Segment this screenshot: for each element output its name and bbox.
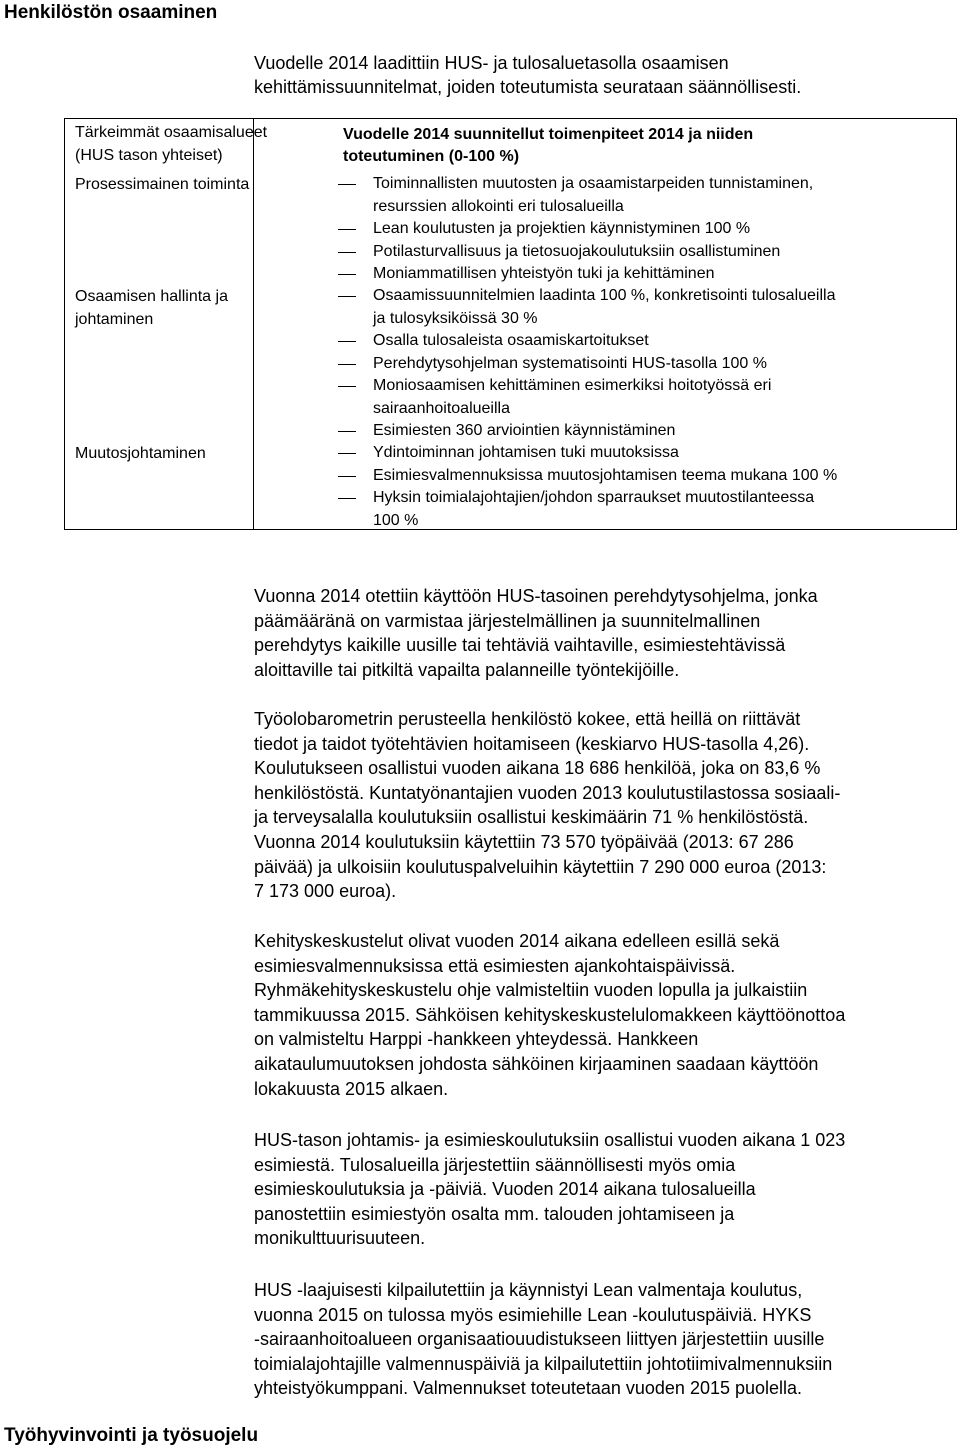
list-item-text: Moniosaamisen kehittäminen esimerkiksi hoitotyössä eri sairaanhoitoalueilla [373, 377, 772, 417]
list-item [333, 465, 953, 488]
paragraph-management-training: HUS-tason johtamis- ja esimieskoulutuksiin osallistui vuoden aikana 1 023 esimiestä. Tulosalueilla järjestettiin säännöllisesti myös omia esimieskoulutuksia ja -päiviä. Vuoden 2014 aikana tulosalueilla panostettiin esimiestyön osalta mm. talouden johtamiseen ja monikulttuurisuuteen. [254, 1130, 846, 1249]
table-right-header [343, 124, 753, 168]
list-item-text: Perehdytysohjelman systematisointi HUS-tasolla 100 % [373, 354, 767, 372]
table-left-header [75, 121, 267, 167]
table-column-divider [253, 118, 254, 530]
area-competence-management [75, 285, 228, 331]
list-item [333, 285, 953, 330]
area-process [75, 173, 249, 196]
bullet-list-process [333, 173, 953, 286]
footer-section-title: Työhyvinvointi ja työsuojelu [4, 1425, 259, 1446]
list-item-text: Esimiesvalmennuksissa muutosjohtamisen teema mukana 100 % [373, 466, 838, 484]
list-item-text: Potilasturvallisuus ja tietosuojakoulutuksiin osallistuminen [373, 242, 781, 260]
area-change-management [75, 442, 206, 465]
list-item [333, 263, 953, 286]
list-item [333, 241, 953, 264]
paragraph-orientation: Vuonna 2014 otettiin käyttöön HUS-tasoinen perehdytysohjelma, jonka päämääränä on varmistaa järjestelmällinen ja suunnitelmallinen perehdytys kaikille uusille tai tehtäviä vaihtaville, esimiestehtävissä aloittaville tai pitkiltä vapailta palanneille työntekijöille. [254, 586, 818, 680]
intro-line: kehittämissuunnitelmat, joiden toteutumista seurataan säännöllisesti. [254, 77, 802, 97]
area-line: Muutosjohtaminen [75, 445, 206, 462]
list-item-text: Moniammatillisen yhteistyön tuki ja kehittäminen [373, 265, 715, 282]
list-item-text: Esimiesten 360 arviointien käynnistäminen [373, 422, 676, 439]
list-item-text: Lean koulutusten ja projektien käynnistyminen 100 % [373, 220, 751, 237]
list-item [333, 173, 953, 218]
area-line: johtaminen [75, 311, 154, 328]
list-item [333, 353, 953, 376]
intro-line: Vuodelle 2014 laadittiin HUS- ja tulosaluetasolla osaamisen [254, 53, 729, 73]
paragraph-lean-coaching: HUS -laajuisesti kilpailutettiin ja käynnistyi Lean valmentaja koulutus, vuonna 2015 on tulossa myös esimiehille Lean -koulutuspäiviä. HYKS -sairaanhoitoalueen organisaatiouudistukseen liittyen järjestettiin uusille toimialajohtajille valmennuspäiviä ja kilpailutettiin johtotiimivalmennuksiin yhteistyökumppani. Valmennukset toteutetaan vuoden 2015 puolella. [254, 1280, 833, 1399]
list-item [333, 420, 953, 443]
dash-icon [333, 330, 373, 353]
right-header-line: toteutuminen (0-100 %) [343, 148, 520, 165]
area-line: Prosessimainen toiminta [75, 176, 250, 193]
bullet-list-change-management [333, 442, 953, 532]
dash-icon [333, 465, 373, 488]
paragraph-training: Työolobarometrin perusteella henkilöstö kokee, että heillä on riittävät tiedot ja taidot työtehtävien hoitamiseen (keskiarvo HUS-tasolla 4,26). Koulutukseen osallistui vuoden aikana 18 686 henkilöä, joka on 83,6 % henkilöstöstä. Kuntatyönantajien vuoden 2013 koulutustilastossa sosiaali- ja terveysalalla koulutuksiin osallistui keskimäärin 71 % henkilöstöstä. Vuonna 2014 koulutuksiin käytettiin 73 570 työpäivää (2013: 67 286 päivää) ja ulkoisiin koulutuspalveluihin käytettiin 7 290 000 euroa (2013: 7 173 000 euroa). [254, 709, 841, 902]
dash-icon [333, 241, 373, 264]
dash-icon [333, 353, 373, 376]
dash-icon [333, 442, 373, 465]
list-item [333, 218, 953, 241]
section-title: Henkilöstön osaaminen [4, 2, 218, 23]
list-item [333, 330, 953, 353]
dash-icon [333, 173, 373, 196]
dash-icon [333, 285, 373, 308]
list-item [333, 487, 953, 532]
list-item-text: Toiminnallisten muutosten ja osaamistarpeiden tunnistaminen, resurssien allokointi eri tulosalueilla [373, 175, 814, 215]
list-item-text: Osalla tulosaleista osaamiskartoitukset [373, 332, 649, 349]
dash-icon [333, 487, 373, 510]
list-item [333, 442, 953, 465]
bullet-list-competence-management [333, 285, 953, 443]
dash-icon [333, 375, 373, 398]
list-item-text: Hyksin toimialajohtajien/johdon sparraukset muutostilanteessa 100 % [373, 489, 815, 529]
left-header-line: Tärkeimmät osaamisalueet [75, 124, 268, 141]
dash-icon [333, 420, 373, 443]
paragraph-development-discussions: Kehityskeskustelut olivat vuoden 2014 aikana edelleen esillä sekä esimiesvalmennuksissa että esimiesten ajankohtaispäivissä. Ryhmäkehityskeskustelu ohje valmisteltiin vuoden lopulla ja julkaistiin tammikuussa 2015. Sähköisen kehityskeskustelulomakkeen käyttöönottoa on valmisteltu Harppi -hankkeen yhteydessä. Hankkeen aikataulumuutoksen johdosta sähköinen kirjaaminen saadaan käyttöön lokakuusta 2015 alkaen. [254, 931, 846, 1099]
list-item [333, 375, 953, 420]
left-header-line: (HUS tason yhteiset) [75, 147, 223, 164]
dash-icon [333, 263, 373, 286]
list-item-text: Osaamissuunnitelmien laadinta 100 %, konkretisointi tulosalueilla ja tulosyksiköissä 30 % [373, 287, 836, 327]
list-item-text: Ydintoiminnan johtamisen tuki muutoksissa [373, 444, 679, 461]
dash-icon [333, 218, 373, 241]
right-header-line: Vuodelle 2014 suunnitellut toimenpiteet 2014 ja niiden [343, 126, 754, 143]
intro-text [254, 51, 801, 99]
area-line: Osaamisen hallinta ja [75, 288, 228, 305]
